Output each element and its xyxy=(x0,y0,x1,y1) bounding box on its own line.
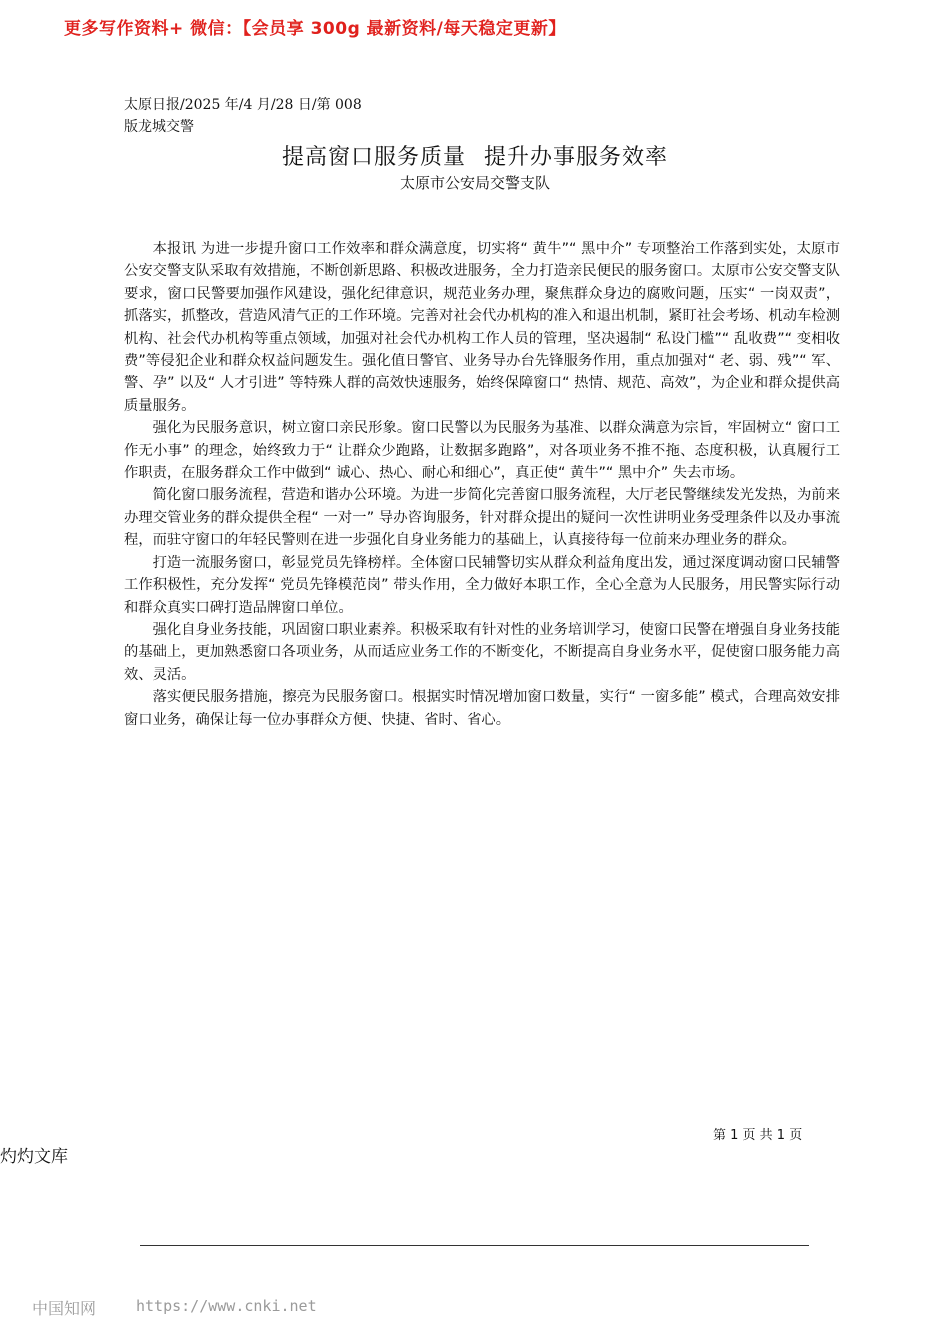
footer-divider xyxy=(140,1245,809,1246)
source-line: 太原日报/2025 年/4 月/28 日/第 008 xyxy=(124,97,362,113)
title-part-1: 提高窗口服务质量 xyxy=(281,145,466,170)
promo-banner: 更多写作资料+ 微信：【会员享 300g 最新资料/每天稳定更新】 xyxy=(64,19,566,39)
article-meta xyxy=(124,94,362,138)
cnki-logo: 中国知网 xyxy=(32,1299,97,1318)
paragraph: 本报讯 为进一步提升窗口工作效率和群众满意度，切实将“ 黄牛”“ 黑中介” 专项整治工作落到实处，太原市公安交警支队采取有效措施，不断创新思路、积极改进服务，全力打造亲民便民的服务窗口。太原市公安交警支队要求，窗口民警要加强作风建设，强化纪律意识，规范业务办理，聚焦群众身边的腐败问题，压实“ 一岗双责”，抓落实，抓整改，营造风清气正的工作环境。完善对社会代办机构的准入和退出机制，紧盯社会考场、机动车检测机构、社会代办机构等重点领域，加强对社会代办机构工作人员的管理，坚决遏制“ 私设门槛”“ 乱收费”“ 变相收费”等侵犯企业和群众权益问题发生。强化值日警官、业务导办台先锋服务作用，重点加强对“ 老、弱、残”“ 军、警、孕” 以及“ 人才引进” 等特殊人群的高效快速服务，始终保障窗口“ 热情、规范、高效”，为企业和群众提供高质量服务。 xyxy=(124,241,840,414)
page-number: 第 1 页 共 1 页 xyxy=(713,1128,803,1143)
paragraph: 强化自身业务技能，巩固窗口职业素养。积极采取有针对性的业务培训学习，使窗口民警在增强自身业务技能的基础上，更加熟悉窗口各项业务，从而适应业务工作的不断变化，不断提高自身业务水平，促使窗口服务能力高效、灵活。 xyxy=(124,621,840,683)
article-title xyxy=(0,140,950,171)
paragraph: 打造一流服务窗口，彰显党员先锋榜样。全体窗口民辅警切实从群众利益角度出发，通过深度调动窗口民辅警工作积极性，充分发挥“ 党员先锋模范岗” 带头作用，全力做好本职工作，全心全意为人民服务，用民警实际行动和群众真实口碑打造品牌窗口单位。 xyxy=(124,554,840,616)
paragraph: 强化为民服务意识，树立窗口亲民形象。窗口民警以为民服务为基准、以群众满意为宗旨，牢固树立“ 窗口工作无小事” 的理念，始终致力于“ 让群众少跑路，让数据多跑路”，对各项业务不推不拖、态度积极，认真履行工作职责，在服务群众工作中做到“ 诚心、热心、耐心和细心”，真正使“ 黄牛”“ 黑中介” 失去市场。 xyxy=(124,420,840,482)
paragraph: 落实便民服务措施，擦亮为民服务窗口。根据实时情况增加窗口数量，实行“ 一窗多能” 模式，合理高效安排窗口业务，确保让每一位办事群众方便、快捷、省时、省心。 xyxy=(124,689,840,728)
cnki-url-link[interactable]: https://www.cnki.net xyxy=(136,1297,317,1315)
title-part-2: 提升办事服务效率 xyxy=(484,145,669,170)
article-body xyxy=(124,238,840,731)
watermark-site-name: 灼灼文库 xyxy=(0,1147,68,1167)
article-author: 太原市公安局交警支队 xyxy=(399,174,550,192)
section-line: 版龙城交警 xyxy=(124,119,194,135)
paragraph: 简化窗口服务流程，营造和谐办公环境。为进一步简化完善窗口服务流程，大厅老民警继续发光发热，为前来办理交管业务的群众提供全程“ 一对一” 导办咨询服务，针对群众提出的疑问一次性讲明业务受理条件以及办事流程，而驻守窗口的年轻民警则在进一步强化自身业务能力的基础上，认真接待每一位前来办理业务的群众。 xyxy=(124,487,840,549)
